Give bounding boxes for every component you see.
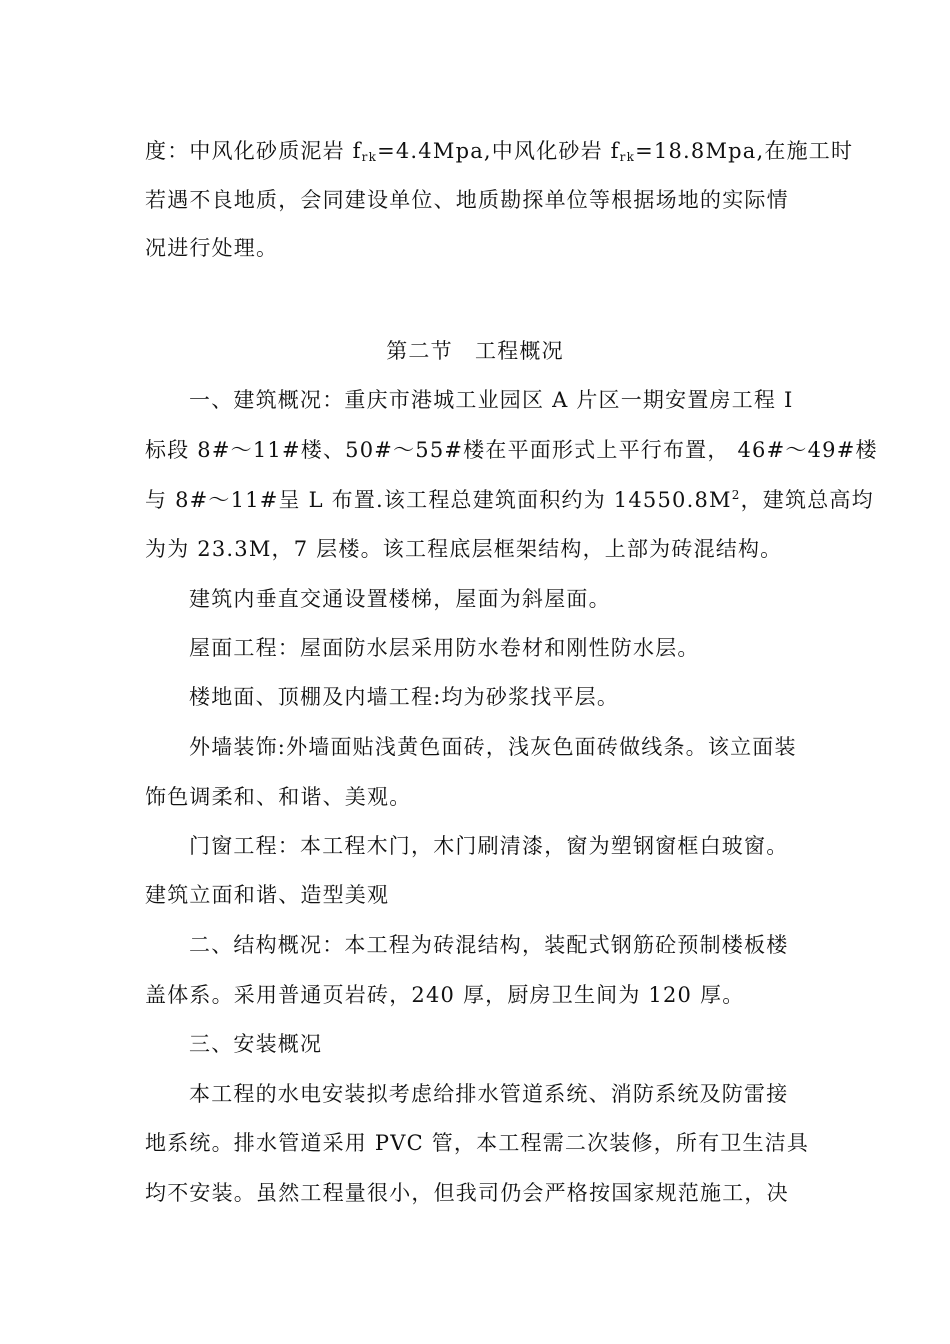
paragraph-structure-line-2: 盖体系。采用普通页岩砖，240 厚，厨房卫生间为 120 厚。 — [145, 983, 745, 1007]
paragraph-facade-line-2: 饰色调柔和、和谐、美观。 — [145, 785, 412, 809]
paragraph-roof-works: 屋面工程：屋面防水层采用防水卷材和刚性防水层。 — [189, 636, 700, 660]
text-run: 与 8#～11#呈 L 布置.该工程总建筑面积约为 14550.8M — [145, 488, 732, 512]
subscript-rk: rk — [361, 150, 378, 164]
paragraph-installation-line-2: 地系统。排水管道采用 PVC 管，本工程需二次装修，所有卫生洁具 — [145, 1131, 810, 1155]
superscript-2: 2 — [731, 488, 741, 502]
text-run: ，建筑总高均 — [740, 488, 874, 512]
paragraph-floor-ceiling: 楼地面、顶棚及内墙工程:均为砂浆找平层。 — [189, 685, 620, 709]
text-run: =4.4Mpa,中风化砂岩 f — [377, 139, 620, 163]
paragraph-building-line-1: 一、建筑概况：重庆市港城工业园区 A 片区一期安置房工程 I — [189, 388, 794, 412]
paragraph-building-line-3 — [145, 485, 874, 515]
paragraph-facade-line-1: 外墙装饰:外墙面贴浅黄色面砖，浅灰色面砖做线条。该立面装 — [189, 735, 797, 759]
section-title: 第二节 工程概况 — [386, 339, 564, 363]
paragraph-installation-heading: 三、安装概况 — [189, 1032, 323, 1056]
text-run: 度：中风化砂质泥岩 f — [145, 139, 362, 163]
paragraph-building-line-4: 为为 23.3M，7 层楼。该工程底层框架结构，上部为砖混结构。 — [145, 537, 783, 561]
paragraph-structure-line-1: 二、结构概况：本工程为砖混结构，装配式钢筋砼预制楼板楼 — [189, 933, 789, 957]
text-run: =18.8Mpa,在施工时 — [635, 139, 854, 163]
paragraph-geology-line-2: 若遇不良地质，会同建设单位、地质勘探单位等根据场地的实际情 — [145, 188, 789, 212]
paragraph-vertical-traffic: 建筑内垂直交通设置楼梯，屋面为斜屋面。 — [189, 587, 611, 611]
paragraph-building-line-2: 标段 8#～11#楼、50#～55#楼在平面形式上平行布置， 46#～49#楼 — [145, 438, 878, 462]
paragraph-installation-line-3: 均不安装。虽然工程量很小，但我司仍会严格按国家规范施工，决 — [145, 1181, 789, 1205]
paragraph-geology-line-1 — [145, 136, 854, 166]
paragraph-installation-line-1: 本工程的水电安装拟考虑给排水管道系统、消防系统及防雷接 — [189, 1082, 789, 1106]
paragraph-doors-windows-line-1: 门窗工程：本工程木门，木门刷清漆，窗为塑钢窗框白玻窗。 — [189, 834, 789, 858]
paragraph-geology-line-3: 况进行处理。 — [145, 236, 279, 260]
subscript-rk: rk — [619, 150, 636, 164]
paragraph-doors-windows-line-2: 建筑立面和谐、造型美观 — [145, 883, 390, 907]
